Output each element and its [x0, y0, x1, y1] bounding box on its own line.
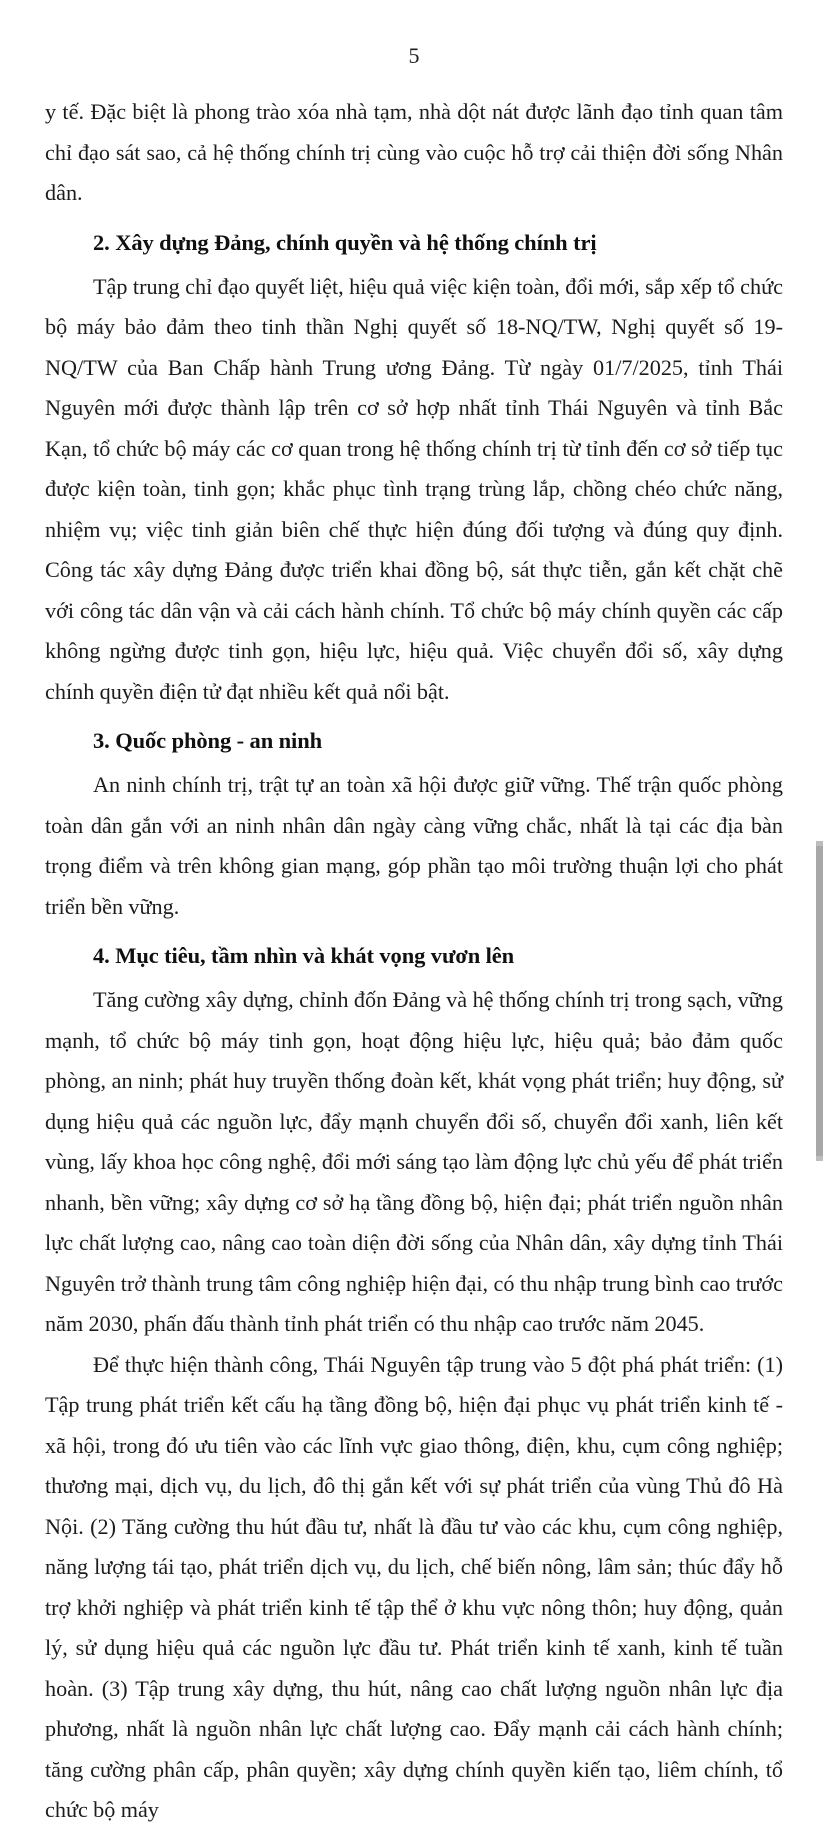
vertical-scrollbar[interactable]: [815, 0, 828, 1303]
paragraph: Tập trung chỉ đạo quyết liệt, hiệu quả việc kiện toàn, đổi mới, sắp xếp tổ chức bộ máy bảo đảm theo tinh thần Nghị quyết số 18-NQ/TW, Nghị quyết số 19-NQ/TW của Ban Chấp hành Trung ương Đảng. Từ ngày 01/7/2025, tỉnh Thái Nguyên mới được thành lập trên cơ sở hợp nhất tỉnh Thái Nguyên và tỉnh Bắc Kạn, tổ chức bộ máy các cơ quan trong hệ thống chính trị từ tỉnh đến cơ sở tiếp tục được kiện toàn, tinh gọn; khắc phục tình trạng trùng lắp, chồng chéo chức năng, nhiệm vụ; việc tinh giản biên chế thực hiện đúng đối tượng và đúng quy định. Công tác xây dựng Đảng được triển khai đồng bộ, sát thực tiễn, gắn kết chặt chẽ với công tác dân vận và cải cách hành chính. Tổ chức bộ máy chính quyền các cấp không ngừng được tinh gọn, hiệu lực, hiệu quả. Việc chuyển đổi số, xây dựng chính quyền điện tử đạt nhiều kết quả nổi bật.: [45, 273, 783, 704]
paragraph: An ninh chính trị, trật tự an toàn xã hội được giữ vững. Thế trận quốc phòng toàn dân gắn với an ninh nhân dân ngày càng vững chắc, nhất là tại các địa bàn trọng điểm và trên không gian mạng, góp phần tạo môi trường thuận lợi cho phát triển bền vững.: [45, 772, 783, 919]
section-heading-4: 4. Mục tiêu, tầm nhìn và khát vọng vươn lên: [93, 943, 515, 968]
paragraph: Để thực hiện thành công, Thái Nguyên tập trung vào 5 đột phá phát triển: (1) Tập trung phát triển kết cấu hạ tầng đồng bộ, hiện đại phục vụ phát triển kinh tế - xã hội, trong đó ưu tiên vào các lĩnh vực giao thông, điện, khu, cụm công nghiệp; thương mại, dịch vụ, du lịch, đô thị gắn kết với sự phát triển của vùng Thủ đô Hà Nội. (2) Tăng cường thu hút đầu tư, nhất là đầu tư vào các khu, cụm công nghiệp, năng lượng tái tạo, phát triển dịch vụ, du lịch, chế biến nông, lâm sản; thúc đẩy hỗ trợ khởi nghiệp và phát triển kinh tế tập thể ở khu vực nông thôn; huy động, quản lý, sử dụng hiệu quả các nguồn lực đầu tư. Phát triển kinh tế xanh, kinh tế tuần hoàn. (3) Tập trung xây dựng, thu hút, nâng cao chất lượng nguồn nhân lực địa phương, nhất là nguồn nhân lực chất lượng cao. Đẩy mạnh cải cách hành chính; tăng cường phân cấp, phân quyền; xây dựng chính quyền kiến tạo, liêm chính, tổ chức bộ máy: [45, 1351, 783, 1822]
document-body: [45, 92, 783, 1831]
paragraph: Tăng cường xây dựng, chỉnh đốn Đảng và hệ thống chính trị trong sạch, vững mạnh, tổ chức bộ máy tinh gọn, hoạt động hiệu lực, hiệu quả; bảo đảm quốc phòng, an ninh; phát huy truyền thống đoàn kết, khát vọng phát triển; huy động, sử dụng hiệu quả các nguồn lực, đẩy mạnh chuyển đổi số, chuyển đổi xanh, liên kết vùng, lấy khoa học công nghệ, đổi mới sáng tạo làm động lực chủ yếu để phát triển nhanh, bền vững; xây dựng cơ sở hạ tầng đồng bộ, hiện đại; phát triển nguồn nhân lực chất lượng cao, nâng cao toàn diện đời sống của Nhân dân, xây dựng tỉnh Thái Nguyên trở thành trung tâm công nghiệp hiện đại, có thu nhập trung bình cao trước năm 2030, phấn đấu thành tỉnh phát triển có thu nhập cao trước năm 2045.: [45, 987, 783, 1336]
page-number: 5: [408, 43, 420, 68]
scrollbar-thumb[interactable]: [816, 841, 823, 1161]
section-heading-2: 2. Xây dựng Đảng, chính quyền và hệ thống chính trị: [93, 229, 597, 255]
paragraph: y tế. Đặc biệt là phong trào xóa nhà tạm, nhà dột nát được lãnh đạo tỉnh quan tâm chỉ đạo sát sao, cả hệ thống chính trị cùng vào cuộc hỗ trợ cải thiện đời sống Nhân dân.: [45, 99, 783, 205]
section-heading-3: 3. Quốc phòng - an ninh: [93, 728, 323, 753]
